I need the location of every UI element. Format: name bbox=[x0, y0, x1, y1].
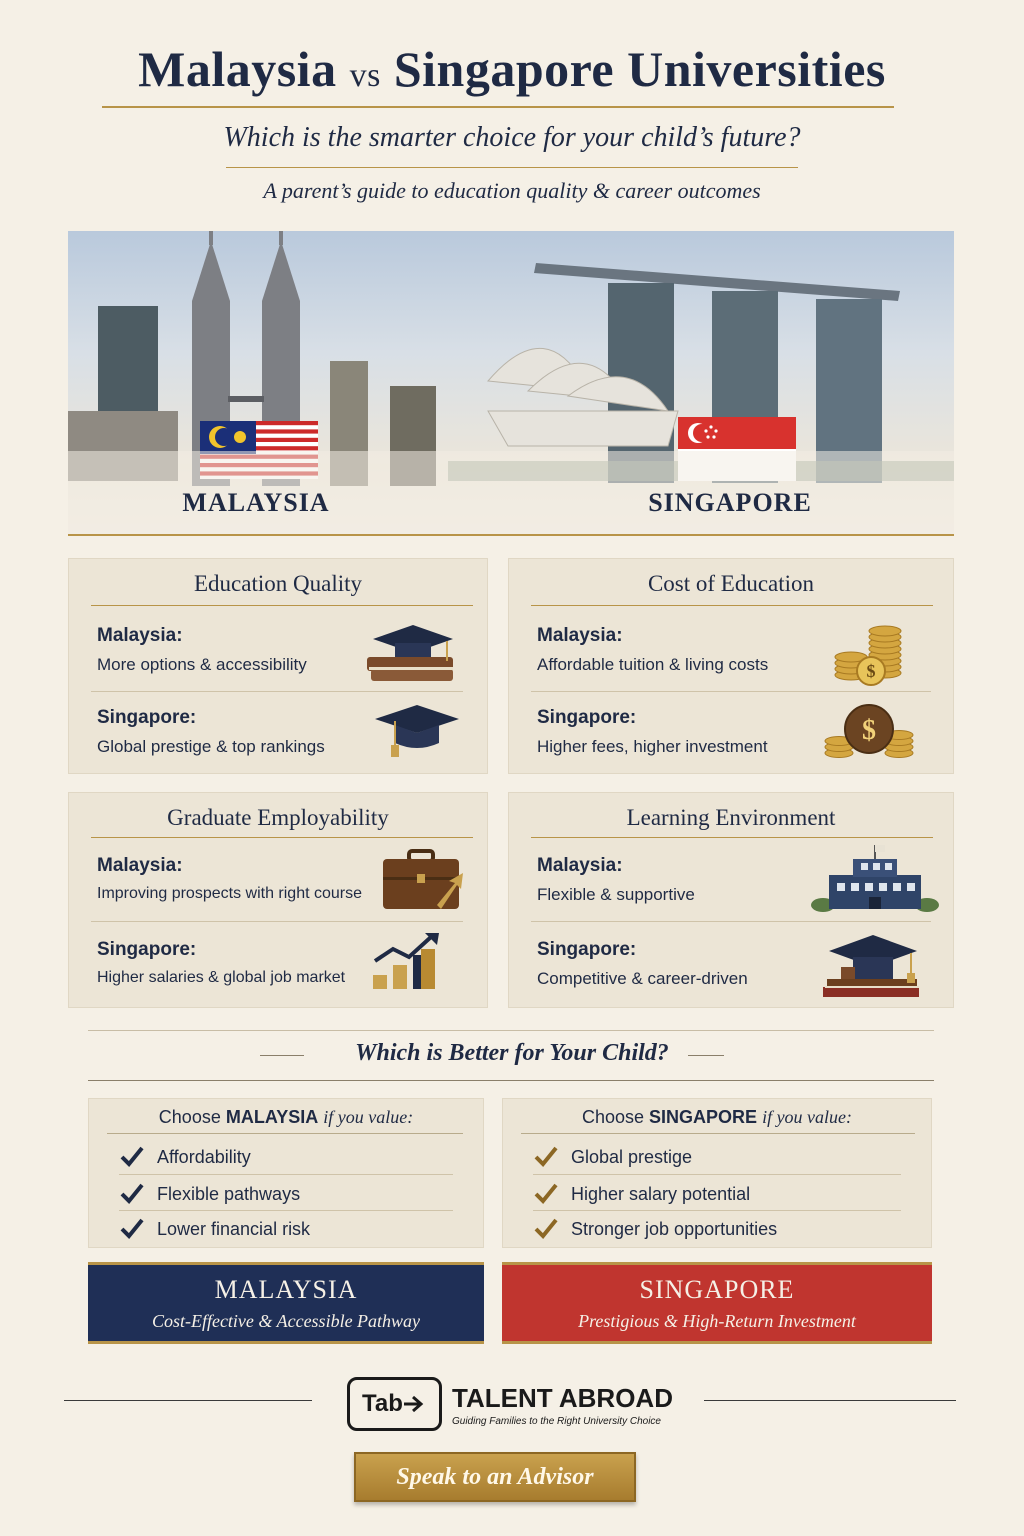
card-title-divider bbox=[91, 837, 473, 838]
singapore-text: Higher salaries & global job market bbox=[97, 969, 346, 986]
list-divider bbox=[119, 1210, 453, 1211]
card-separator bbox=[531, 921, 931, 922]
choose-malaysia-heading bbox=[89, 1107, 483, 1128]
verdict-heading: Which is Better for Your Child? bbox=[355, 1040, 669, 1066]
cap-on-books-icon bbox=[819, 931, 923, 1001]
singapore-label: Singapore: bbox=[537, 939, 637, 960]
singapore-label: Singapore: bbox=[537, 707, 637, 728]
svg-text:$: $ bbox=[862, 715, 876, 746]
brand-logo bbox=[347, 1377, 442, 1431]
brand-logo-text: Tab bbox=[362, 1390, 403, 1417]
malaysia-label: Malaysia: bbox=[97, 625, 183, 646]
graduation-cap-icon bbox=[371, 703, 461, 763]
card-separator bbox=[91, 691, 463, 692]
malaysia-label: Malaysia: bbox=[537, 625, 623, 646]
choose-word: Choose bbox=[158, 1107, 221, 1127]
banner-tagline: Cost-Effective & Accessible Pathway bbox=[151, 1311, 421, 1331]
list-divider bbox=[533, 1174, 901, 1175]
title-vs: vs bbox=[349, 57, 381, 94]
card-title-divider bbox=[531, 605, 933, 606]
card-title: Learning Environment bbox=[626, 805, 836, 830]
choose-singapore-heading bbox=[503, 1107, 931, 1128]
malaysia-text: More options & accessibility bbox=[97, 655, 307, 674]
choose-value: if you value: bbox=[762, 1107, 853, 1127]
card-cost-of-education bbox=[508, 558, 954, 774]
banner-tagline: Prestigious & High-Return Investment bbox=[578, 1311, 856, 1331]
subtitle-divider bbox=[226, 167, 798, 168]
campus-building-icon bbox=[809, 843, 941, 917]
graduation-cap-books-icon bbox=[361, 621, 461, 685]
brand-name: TALENT ABROAD bbox=[452, 1383, 673, 1413]
growth-chart-icon bbox=[369, 931, 449, 995]
list-divider bbox=[533, 1210, 901, 1211]
card-title: Graduate Employability bbox=[167, 805, 389, 830]
brand-rule-right bbox=[704, 1400, 956, 1401]
choose-word: Choose bbox=[581, 1107, 644, 1127]
choose-country: MALAYSIA bbox=[225, 1107, 319, 1127]
banner-name: MALAYSIA bbox=[214, 1275, 358, 1304]
singapore-text: Global prestige & top rankings bbox=[97, 737, 325, 756]
title-left: Malaysia bbox=[138, 41, 337, 97]
card-title: Education Quality bbox=[194, 571, 362, 596]
speak-to-advisor-button[interactable]: Speak to an Advisor bbox=[354, 1452, 636, 1502]
singapore-label: Singapore: bbox=[97, 707, 197, 728]
singapore-text: Competitive & career-driven bbox=[537, 969, 748, 988]
card-title-divider bbox=[531, 837, 933, 838]
malaysia-verdict-banner bbox=[88, 1262, 484, 1344]
choose-country: SINGAPORE bbox=[649, 1107, 758, 1127]
section-divider-bottom bbox=[88, 1080, 934, 1081]
check-icon bbox=[119, 1182, 145, 1204]
card-title: Cost of Education bbox=[647, 571, 815, 596]
malaysia-text: Improving prospects with right course bbox=[97, 885, 362, 902]
coin-stack-icon bbox=[833, 619, 909, 689]
choose-malaysia-panel bbox=[88, 1098, 484, 1248]
arrow-right-icon bbox=[402, 1394, 426, 1414]
brand-rule-left bbox=[64, 1400, 312, 1401]
heading-ornament-right bbox=[688, 1055, 724, 1056]
card-graduate-employability bbox=[68, 792, 488, 1008]
choose-divider bbox=[521, 1133, 915, 1134]
card-education-quality bbox=[68, 558, 488, 774]
check-icon bbox=[119, 1217, 145, 1239]
hero-label-malaysia: MALAYSIA bbox=[182, 488, 330, 517]
list-item-text: Stronger job opportunities bbox=[571, 1219, 778, 1239]
check-icon bbox=[533, 1217, 559, 1239]
hero-label-singapore: SINGAPORE bbox=[648, 488, 812, 517]
singapore-text: Higher fees, higher investment bbox=[537, 737, 768, 756]
brand-slogan: Guiding Families to the Right University Choice bbox=[452, 1416, 661, 1427]
check-icon bbox=[119, 1145, 145, 1167]
check-icon bbox=[533, 1182, 559, 1204]
card-learning-environment bbox=[508, 792, 954, 1008]
list-item-text: Higher salary potential bbox=[571, 1184, 751, 1204]
list-item-text: Global prestige bbox=[571, 1147, 693, 1167]
page-tagline: A parent’s guide to education quality & career outcomes bbox=[263, 178, 761, 203]
malaysia-label: Malaysia: bbox=[537, 855, 623, 876]
list-item-text: Affordability bbox=[157, 1147, 251, 1167]
card-separator bbox=[91, 921, 463, 922]
choose-singapore-panel bbox=[502, 1098, 932, 1248]
banner-name: SINGAPORE bbox=[639, 1275, 795, 1304]
check-icon bbox=[533, 1145, 559, 1167]
singapore-verdict-banner bbox=[502, 1262, 932, 1344]
list-divider bbox=[119, 1174, 453, 1175]
card-title-divider bbox=[91, 605, 473, 606]
title-divider bbox=[102, 106, 894, 108]
list-item-text: Lower financial risk bbox=[157, 1219, 311, 1239]
page-subtitle: Which is the smarter choice for your child’s future? bbox=[223, 122, 801, 153]
choose-value: if you value: bbox=[323, 1107, 414, 1127]
card-separator bbox=[531, 691, 931, 692]
malaysia-text: Flexible & supportive bbox=[537, 885, 695, 904]
malaysia-text: Affordable tuition & living costs bbox=[537, 655, 769, 674]
svg-text:$: $ bbox=[866, 661, 876, 681]
singapore-label: Singapore: bbox=[97, 939, 197, 960]
choose-divider bbox=[107, 1133, 463, 1134]
malaysia-label: Malaysia: bbox=[97, 855, 183, 876]
page-title bbox=[0, 40, 1024, 98]
dollar-coins-icon bbox=[821, 703, 917, 763]
list-item-text: Flexible pathways bbox=[157, 1184, 301, 1204]
title-right: Singapore Universities bbox=[393, 41, 886, 97]
section-divider-top bbox=[88, 1030, 934, 1031]
briefcase-icon bbox=[379, 847, 469, 917]
